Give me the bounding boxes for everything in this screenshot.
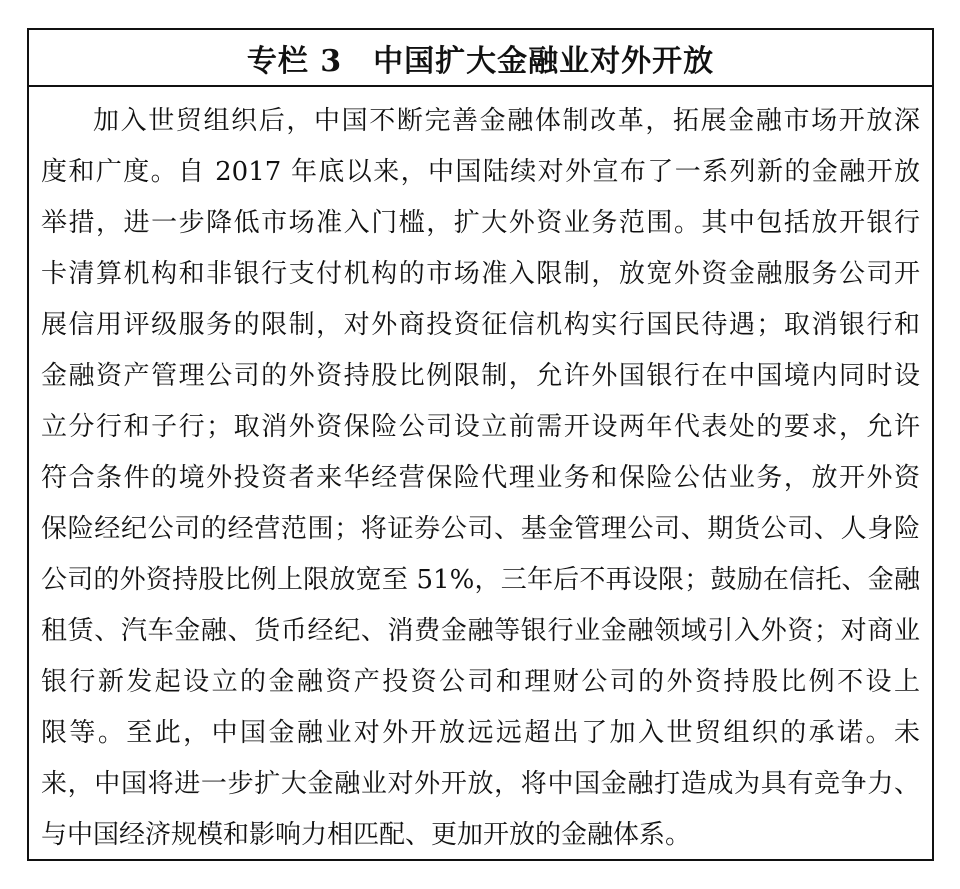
paragraph-line: 举措，进一步降低市场准入门槛，扩大外资业务范围。其中包括放开银行	[41, 208, 920, 238]
paragraph-line: 金融资产管理公司的外资持股比例限制，允许外国银行在中国境内同时设	[41, 361, 920, 391]
paragraph-line: 加入世贸组织后，中国不断完善金融体制改革，拓展金融市场开放深	[93, 106, 920, 136]
panel-body	[29, 87, 932, 861]
paragraph-line: 展信用评级服务的限制，对外商投资征信机构实行国民待遇；取消银行和	[41, 310, 920, 340]
paragraph-line: 公司的外资持股比例上限放宽至 51%，三年后不再设限；鼓励在信托、金融	[41, 565, 920, 595]
paragraph-line: 与中国经济规模和影响力相匹配、更加开放的金融体系。	[41, 820, 692, 850]
boxed-panel	[27, 28, 934, 861]
paragraph-line: 度和广度。自 2017 年底以来，中国陆续对外宣布了一系列新的金融开放	[41, 157, 920, 187]
paragraph-line: 保险经纪公司的经营范围；将证券公司、基金管理公司、期货公司、人身险	[41, 514, 920, 544]
paragraph-line: 限等。至此，中国金融业对外开放远远超出了加入世贸组织的承诺。未	[41, 718, 920, 748]
paragraph-line: 符合条件的境外投资者来华经营保险代理业务和保险公估业务，放开外资	[41, 463, 920, 493]
paragraph-line: 立分行和子行；取消外资保险公司设立前需开设两年代表处的要求，允许	[41, 412, 920, 442]
paragraph-line: 租赁、汽车金融、货币经纪、消费金融等银行业金融领域引入外资；对商业	[41, 616, 920, 646]
paragraph-line: 来，中国将进一步扩大金融业对外开放，将中国金融打造成为具有竞争力、	[41, 769, 920, 799]
paragraph-line: 卡清算机构和非银行支付机构的市场准入限制，放宽外资金融服务公司开	[41, 259, 920, 289]
panel-title: 专栏 3 中国扩大金融业对外开放	[29, 30, 932, 87]
paragraph-line: 银行新发起设立的金融资产投资公司和理财公司的外资持股比例不设上	[41, 667, 920, 697]
